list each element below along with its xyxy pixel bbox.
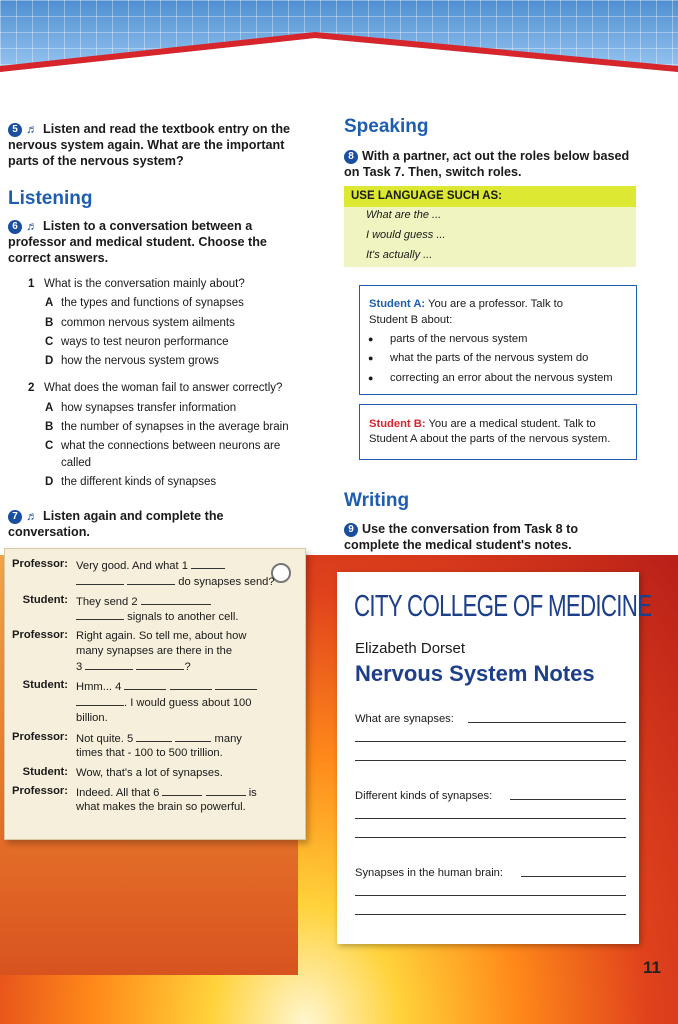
student-a-intro: Student A: You are a professor. Talk to	[369, 298, 564, 310]
dialogue-line: 3 ?	[76, 661, 191, 673]
student-b-intro-2: Student A about the parts of the nervous system.	[369, 433, 611, 445]
dialogue-line: Very good. And what 1	[76, 558, 225, 574]
dialogue-line: Indeed. All that 6 is	[76, 787, 257, 799]
option[interactable]: C ways to test neuron performance	[45, 336, 229, 348]
option[interactable]: D how the nervous system grows	[45, 355, 219, 367]
answer-line[interactable]	[355, 741, 626, 742]
dialogue-line: billion.	[76, 712, 108, 724]
dialogue-line: Hmm... 4	[76, 679, 257, 695]
language-item: I would guess ...	[366, 229, 446, 241]
question-1: 1 What is the conversation mainly about?	[28, 278, 245, 290]
writing-title: Writing	[344, 490, 410, 511]
notes-question: Different kinds of synapses:	[355, 790, 493, 802]
language-header: USE LANGUAGE SUCH AS:	[344, 186, 636, 207]
answer-line[interactable]	[468, 722, 626, 723]
task-number: 5	[8, 123, 22, 137]
dialogue-line: . I would guess about 100	[76, 695, 252, 711]
dialogue-line: do synapses send?	[76, 574, 275, 590]
page-number: 11	[643, 958, 661, 977]
listening-title: Listening	[8, 188, 93, 209]
speaker-label: Professor:	[12, 731, 68, 743]
option[interactable]: B common nervous system ailments	[45, 317, 235, 329]
option-continuation: called	[61, 457, 92, 469]
task-9-text: Use the conversation from Task 8 to complete the medical student's notes.	[344, 522, 579, 552]
task-number: 8	[344, 150, 358, 164]
option[interactable]: A the types and functions of synapses	[45, 297, 244, 309]
dialogue-line: times that - 100 to 500 trillion.	[76, 747, 223, 759]
option[interactable]: D the different kinds of synapses	[45, 476, 217, 488]
task-7	[8, 508, 278, 540]
speaking-title: Speaking	[344, 116, 429, 137]
dialogue-line: They send 2	[76, 594, 211, 610]
task-5	[8, 121, 298, 169]
task-6-text: Listen to a conversation between a professor and medical student. Choose the correct answers.	[8, 219, 267, 265]
answer-line[interactable]	[355, 895, 626, 896]
student-a-intro-2: Student B about:	[369, 314, 453, 326]
task-number: 7	[8, 510, 22, 524]
student-a-bullet: ● what the parts of the nervous system do	[390, 352, 588, 364]
audio-icon[interactable]: ♬	[26, 219, 38, 233]
speaker-label: Student:	[22, 766, 68, 778]
task-number: 9	[344, 523, 358, 537]
answer-line[interactable]	[355, 818, 626, 819]
speaker-label: Student:	[22, 679, 68, 691]
dialogue-line: signals to another cell.	[76, 609, 238, 625]
dialogue-line: Right again. So tell me, about how	[76, 630, 247, 642]
speaker-label: Professor:	[12, 629, 68, 641]
option[interactable]: B the number of synapses in the average brain	[45, 421, 289, 433]
speaker-label: Professor:	[12, 558, 68, 570]
answer-line[interactable]	[355, 914, 626, 915]
dialogue-line: Wow, that's a lot of synapses.	[76, 767, 223, 779]
question-2: 2 What does the woman fail to answer correctly?	[28, 382, 283, 394]
task-number: 6	[8, 220, 22, 234]
student-name: Elizabeth Dorset	[355, 640, 466, 657]
speaker-label: Professor:	[12, 785, 68, 797]
student-a-bullet: ● correcting an error about the nervous system	[390, 372, 613, 384]
answer-line[interactable]	[510, 799, 626, 800]
task-9	[344, 521, 634, 553]
college-name: CITY COLLEGE OF MEDICINE	[354, 588, 652, 623]
notes-question: Synapses in the human brain:	[355, 867, 504, 879]
option[interactable]: C what the connections between neurons are	[45, 440, 281, 452]
student-a-bullet: ● parts of the nervous system	[390, 333, 527, 345]
language-item: What are the ...	[366, 209, 442, 221]
language-item: It's actually ...	[366, 249, 433, 261]
dialogue-line: Not quite. 5 many	[76, 733, 242, 745]
option[interactable]: A how synapses transfer information	[45, 402, 237, 414]
answer-line[interactable]	[355, 760, 626, 761]
audio-icon[interactable]: ♬	[26, 122, 38, 136]
notes-title: Nervous System Notes	[355, 661, 595, 686]
notes-card	[337, 572, 639, 944]
notes-question: What are synapses:	[355, 713, 454, 725]
audio-icon[interactable]: ♬	[26, 509, 38, 523]
task-8	[344, 148, 634, 180]
task-6	[8, 218, 293, 266]
dialogue-line: many synapses are there in the	[76, 645, 233, 657]
speaker-label: Student:	[22, 594, 68, 606]
task-5-text: Listen and read the textbook entry on the nervous system again. What are the important parts of the nervous system?	[8, 122, 291, 168]
task-7-text: Listen again and complete the conversation.	[8, 509, 224, 539]
answer-line[interactable]	[355, 837, 626, 838]
answer-line[interactable]	[521, 876, 626, 877]
task-8-text: With a partner, act out the roles below based on Task 7. Then, switch roles.	[344, 149, 630, 179]
student-b-intro: Student B: You are a medical student. Talk to	[369, 418, 596, 430]
dialogue-line: what makes the brain so powerful.	[76, 801, 246, 813]
